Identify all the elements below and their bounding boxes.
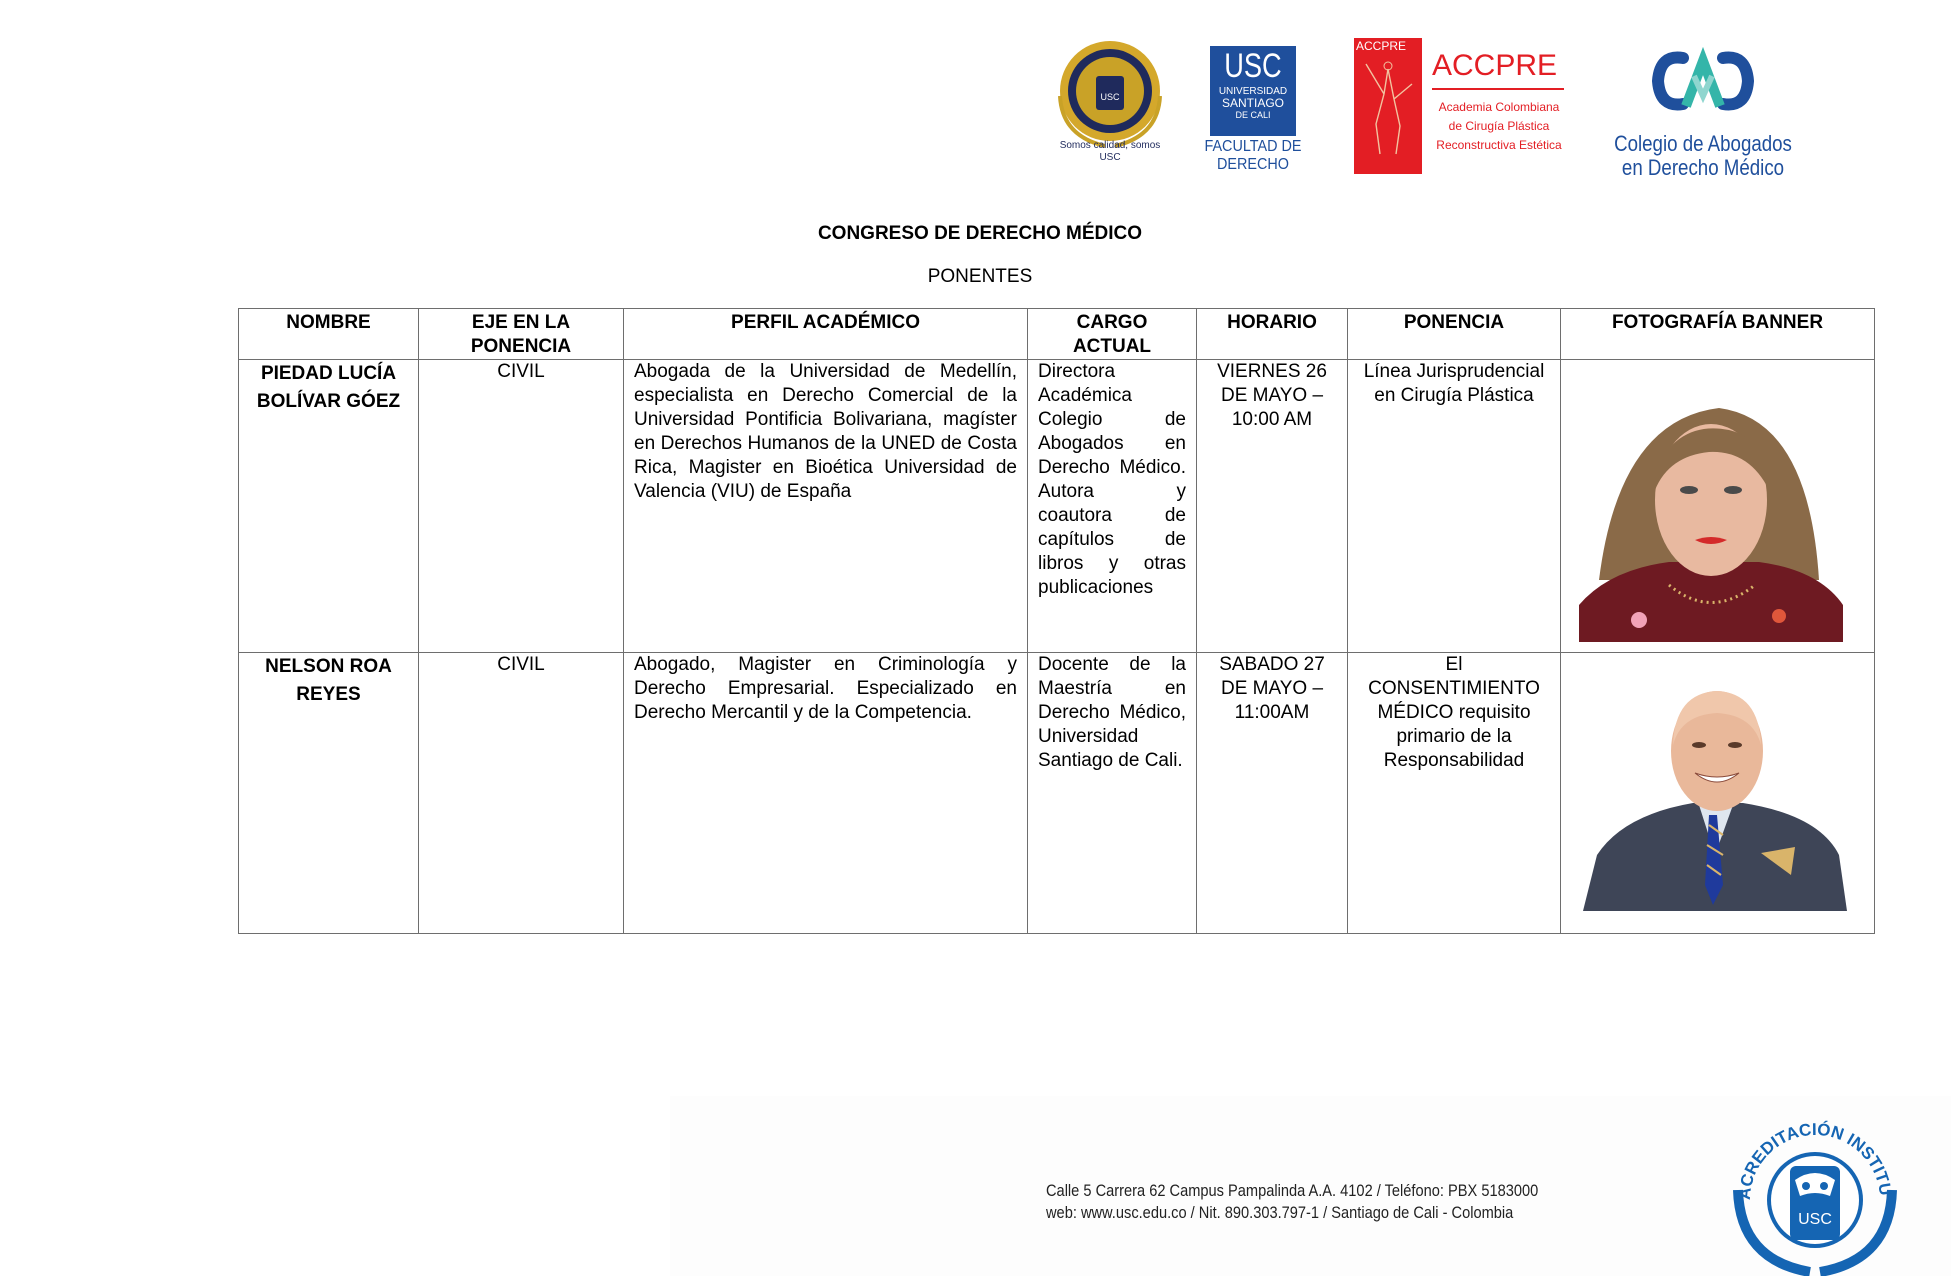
speaker-photo-cell <box>1561 360 1875 653</box>
seal-caption: Somos calidad, somos USC <box>1059 140 1161 163</box>
accpre-title: ACCPRE <box>1432 49 1558 82</box>
accpre-line: de Cirugía Plástica <box>1448 119 1550 133</box>
speaker-ponencia: Línea Jurisprudencial en Cirugía Plástica <box>1348 360 1561 653</box>
colegio-caption-line: en Derecho Médico <box>1621 155 1785 180</box>
document-subtitle: PONENTES <box>927 266 1033 287</box>
header-perfil: PERFIL ACADÉMICO <box>624 309 1028 360</box>
svg-text:USC: USC <box>1100 92 1120 102</box>
accpre-badge: ACCPRE <box>1356 39 1407 53</box>
usc-box-line: SANTIAGO <box>1221 96 1284 110</box>
speaker-photo-cell <box>1561 653 1875 934</box>
colegio-caption <box>1614 132 1793 180</box>
header-cargo: CARGO ACTUAL <box>1028 309 1197 360</box>
speaker-name: NELSON ROA REYES <box>239 653 419 934</box>
facultad-caption <box>1202 138 1305 174</box>
speaker-horario: SABADO 27 DE MAYO – 11:00AM <box>1197 653 1348 934</box>
table-header-row <box>239 309 1875 360</box>
speaker-name: PIEDAD LUCÍA BOLÍVAR GÓEZ <box>239 360 419 653</box>
footer-web: web: www.usc.edu.co / Nit. 890.303.797-1 / Santiago de Cali - Colombia <box>1046 1203 1514 1222</box>
speaker-cargo: Docente de la Maestría en Derecho Médico, Universidad Santiago de Cali. <box>1028 653 1197 934</box>
header-eje: EJE EN LA PONENCIA <box>419 309 624 360</box>
accpre-red-panel <box>1354 38 1422 174</box>
speaker-eje: CIVIL <box>419 360 624 653</box>
speakers-table <box>238 308 1875 934</box>
header-logos <box>1050 36 1810 186</box>
header-foto: FOTOGRAFÍA BANNER <box>1561 309 1875 360</box>
footer-contact <box>1046 1180 1538 1224</box>
accpre-description <box>1426 98 1572 155</box>
speaker-eje: CIVIL <box>419 653 624 934</box>
figure-illustration-icon <box>1354 54 1422 164</box>
colegio-abogados-logo <box>1598 36 1808 180</box>
usc-blue-box <box>1210 46 1296 136</box>
footer-accreditation-seal <box>1720 1100 1910 1281</box>
accpre-divider <box>1432 88 1564 90</box>
table-row <box>239 360 1875 653</box>
speaker-horario: VIERNES 26 DE MAYO – 10:00 AM <box>1197 360 1348 653</box>
speaker-perfil: Abogado, Magister en Criminología y Derecho Empresarial. Especializado en Derecho Mercantil y de la Competencia. <box>624 653 1028 934</box>
colegio-caption-line: Colegio de Abogados <box>1614 131 1792 156</box>
facultad-caption-line: DERECHO <box>1216 156 1289 173</box>
header-nombre: NOMBRE <box>239 309 419 360</box>
footer-address: Calle 5 Carrera 62 Campus Pampalinda A.A. 4102 / Teléfono: PBX 5183000 <box>1046 1181 1539 1200</box>
facultad-caption-line: FACULTAD DE <box>1204 138 1302 155</box>
seal-ring-text: ACREDITACIÓN INSTITU <box>1734 1119 1896 1201</box>
seal-center-text: USC <box>1798 1211 1832 1228</box>
usc-owl-seal-icon <box>1720 1100 1910 1276</box>
cad-monogram-icon <box>1598 36 1808 116</box>
header-horario: HORARIO <box>1197 309 1348 360</box>
accpre-line: Academia Colombiana <box>1438 100 1560 114</box>
speaker-ponencia: El CONSENTIMIENTO MÉDICO requisito primario de la Responsabilidad <box>1348 653 1561 934</box>
speaker-photo-woman-icon <box>1579 380 1843 642</box>
document-title: CONGRESO DE DERECHO MÉDICO <box>817 223 1143 244</box>
usc-accreditation-seal-logo <box>1050 36 1170 171</box>
usc-box-line: UNIVERSIDAD <box>1218 86 1288 97</box>
usc-box-title: USC <box>1224 47 1282 85</box>
usc-box-line: DE CALI <box>1235 110 1271 120</box>
speaker-perfil: Abogada de la Universidad de Medellín, especialista en Derecho Comercial de la Universidad Pontificia Bolivariana, magíster en Derechos Humanos de la UNED de Costa Rica, Magister en Bioética Universidad de Valencia (VIU) de España <box>624 360 1028 653</box>
speaker-photo-man-icon <box>1583 675 1847 911</box>
table-row <box>239 653 1875 934</box>
speaker-cargo: Directora Académica Colegio de Abogados en Derecho Médico. Autora y coautora de capítulos de libros y otras publicaciones <box>1028 360 1197 653</box>
accpre-line: Reconstructiva Estética <box>1436 138 1562 152</box>
header-ponencia: PONENCIA <box>1348 309 1561 360</box>
